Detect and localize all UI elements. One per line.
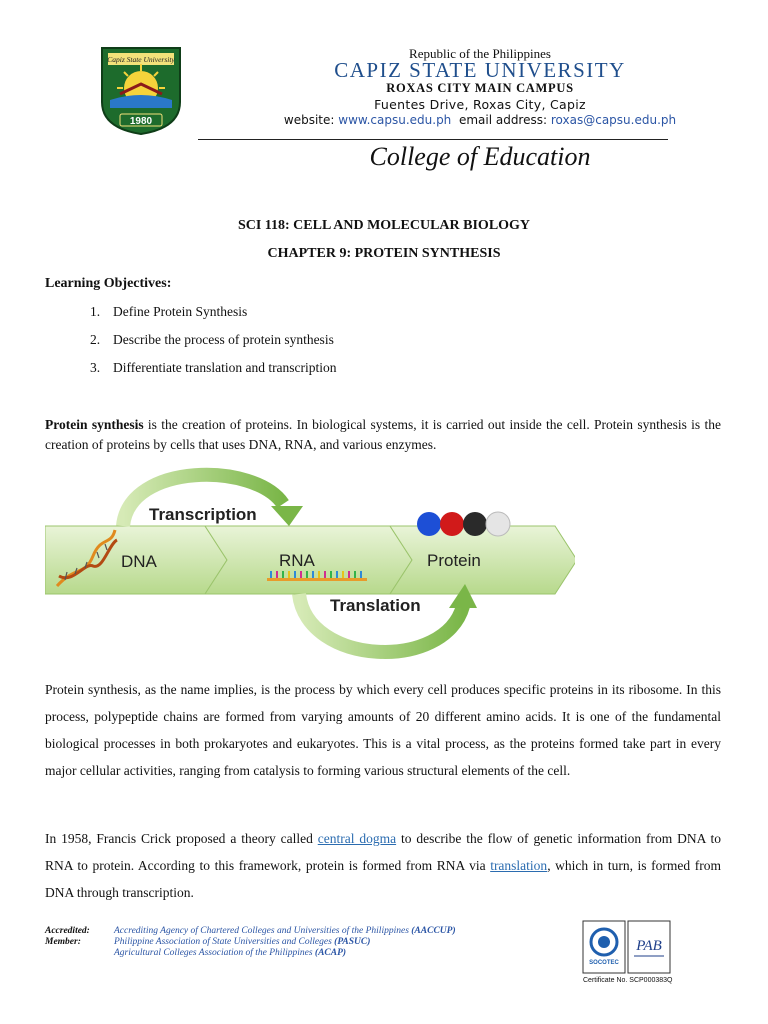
socotec-text: SOCOTEC (589, 960, 619, 966)
accredited-label: Accredited: (45, 926, 90, 936)
central-dogma-link[interactable]: central dogma (317, 831, 397, 846)
contact-line (200, 113, 760, 127)
transcription-label: Transcription (149, 505, 257, 524)
paragraph-text: to describe the flow of genetic information from DNA to RNA to protein. According to this framework, protein is formed from RNA via (45, 831, 722, 873)
paragraph-text: , which in turn, is formed from DNA through transcription. (45, 858, 721, 900)
campus-address: Fuentes Drive, Roxas City, Capiz (374, 97, 586, 112)
objective-item (90, 304, 247, 320)
objective-number: 2. (90, 332, 101, 347)
university-name: CAPIZ STATE UNIVERSITY (334, 58, 626, 82)
email-link[interactable]: roxas@capsu.edu.ph (550, 113, 677, 127)
logo-year: 1980 (129, 116, 153, 127)
college-name: College of Education (369, 142, 591, 171)
amino-acid-bead (440, 512, 464, 536)
republic-line: Republic of the Philippines (409, 46, 551, 61)
footer-labels (45, 926, 90, 948)
protein-label: Protein (427, 551, 481, 570)
objective-number: 1. (90, 304, 101, 319)
affiliation-line: Accrediting Agency of Chartered Colleges and Universities of the Philippines (AACCUP) (114, 926, 456, 936)
header-divider (198, 139, 668, 140)
objective-item (90, 360, 337, 376)
amino-acid-bead (463, 512, 487, 536)
objective-number: 3. (90, 360, 101, 375)
intro-text: is the creation of proteins. In biological systems, it is carried out inside the cell. Protein synthesis is the creation of proteins by cells that uses DNA, RNA, and various enzymes. (45, 417, 721, 452)
pab-logo-icon: PAB (636, 938, 662, 954)
website-label: website: (283, 113, 335, 127)
objective-text: Describe the process of protein synthesis (113, 332, 334, 347)
website-link[interactable]: www.capsu.edu.ph (338, 113, 452, 127)
member-label: Member: (45, 937, 81, 947)
course-title: SCI 118: CELL AND MOLECULAR BIOLOGY (237, 218, 531, 233)
rna-label: RNA (279, 551, 315, 570)
objectives-heading: Learning Objectives: (45, 276, 172, 291)
transcription-arrowhead (271, 506, 303, 526)
affiliation-line: Agricultural Colleges Association of the Philippines (ACAP) (114, 948, 347, 958)
affiliation-line: Philippine Association of State Universities and Colleges (PASUC) (114, 937, 371, 947)
logo-text: Capiz State University (107, 55, 175, 64)
university-seal-logo (98, 44, 184, 136)
translation-link[interactable]: translation (490, 858, 548, 873)
chapter-title: CHAPTER 9: PROTEIN SYNTHESIS (267, 246, 501, 261)
email-label: email address: (458, 113, 548, 127)
term-protein-synthesis: Protein synthesis (45, 417, 144, 432)
protein-synthesis-diagram (45, 466, 575, 672)
certificate-number: Certificate No. SCP000383Q (583, 977, 673, 984)
protein-chevron (390, 526, 575, 594)
translation-label: Translation (330, 596, 421, 615)
central-dogma-paragraph (45, 825, 721, 906)
amino-acid-bead (486, 512, 510, 536)
objective-item (90, 332, 334, 348)
objective-text: Differentiate translation and transcription (113, 360, 337, 375)
paragraph-text: In 1958, Francis Crick proposed a theory called (45, 831, 318, 846)
body-paragraph: Protein synthesis, as the name implies, is the process by which every cell produces specific proteins in its ribosome. In this process, polypeptide chains are formed from varying amounts of 20 different amino acids. It is one of the fundamental biological processes in both prokaryotes and eukaryotes. This is a vital process, as the proteins formed take part in every major cellular activities, ranging from catalysis to forming various structural elements of the cell. (45, 682, 721, 778)
amino-acid-bead (417, 512, 441, 536)
intro-paragraph (45, 415, 721, 455)
footer-affiliations (114, 926, 456, 959)
objective-text: Define Protein Synthesis (113, 304, 248, 319)
campus-name: ROXAS CITY MAIN CAMPUS (386, 81, 574, 95)
dna-label: DNA (121, 552, 157, 571)
